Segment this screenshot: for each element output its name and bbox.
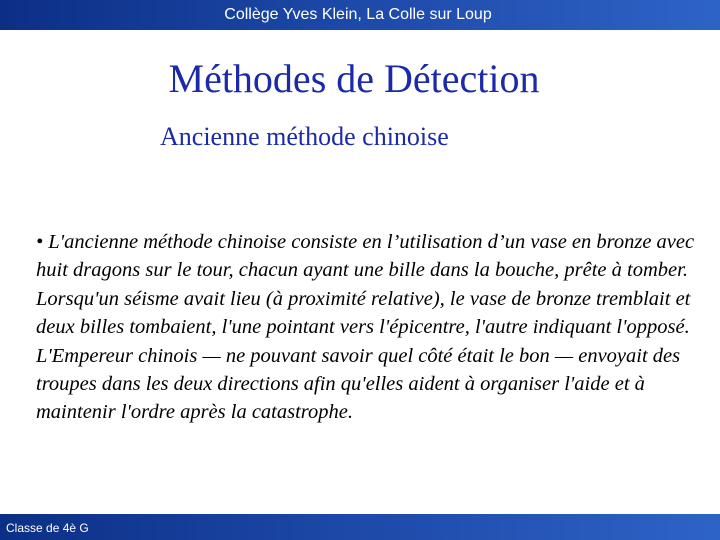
footer-bar <box>0 514 720 540</box>
slide-title: Méthodes de Détection <box>168 56 540 101</box>
school-name: Collège Yves Klein, La Colle sur Loup <box>224 6 492 23</box>
body-paragraph: • L'ancienne méthode chinoise consiste en l’utilisation d’un vase en bronze avec huit dragons sur le tour, chacun ayant une bille dans la bouche, prête à tomber. Lorsqu'un séisme avait lieu (à proximité relative), le vase de bronze tremblait et deux billes tombaient, l'une pointant vers l'épicentre, l'autre indiquant l'opposé. L'Empereur chinois — ne pouvant savoir quel côté était le bon — envoyait des troupes dans les deux directions afin qu'elles aident à organiser l'aide et à maintenir l'ordre après la catastrophe. <box>36 231 695 424</box>
class-label: Classe de 4è G <box>6 521 89 535</box>
slide-subtitle: Ancienne méthode chinoise <box>160 122 449 151</box>
header-bar <box>0 0 720 30</box>
